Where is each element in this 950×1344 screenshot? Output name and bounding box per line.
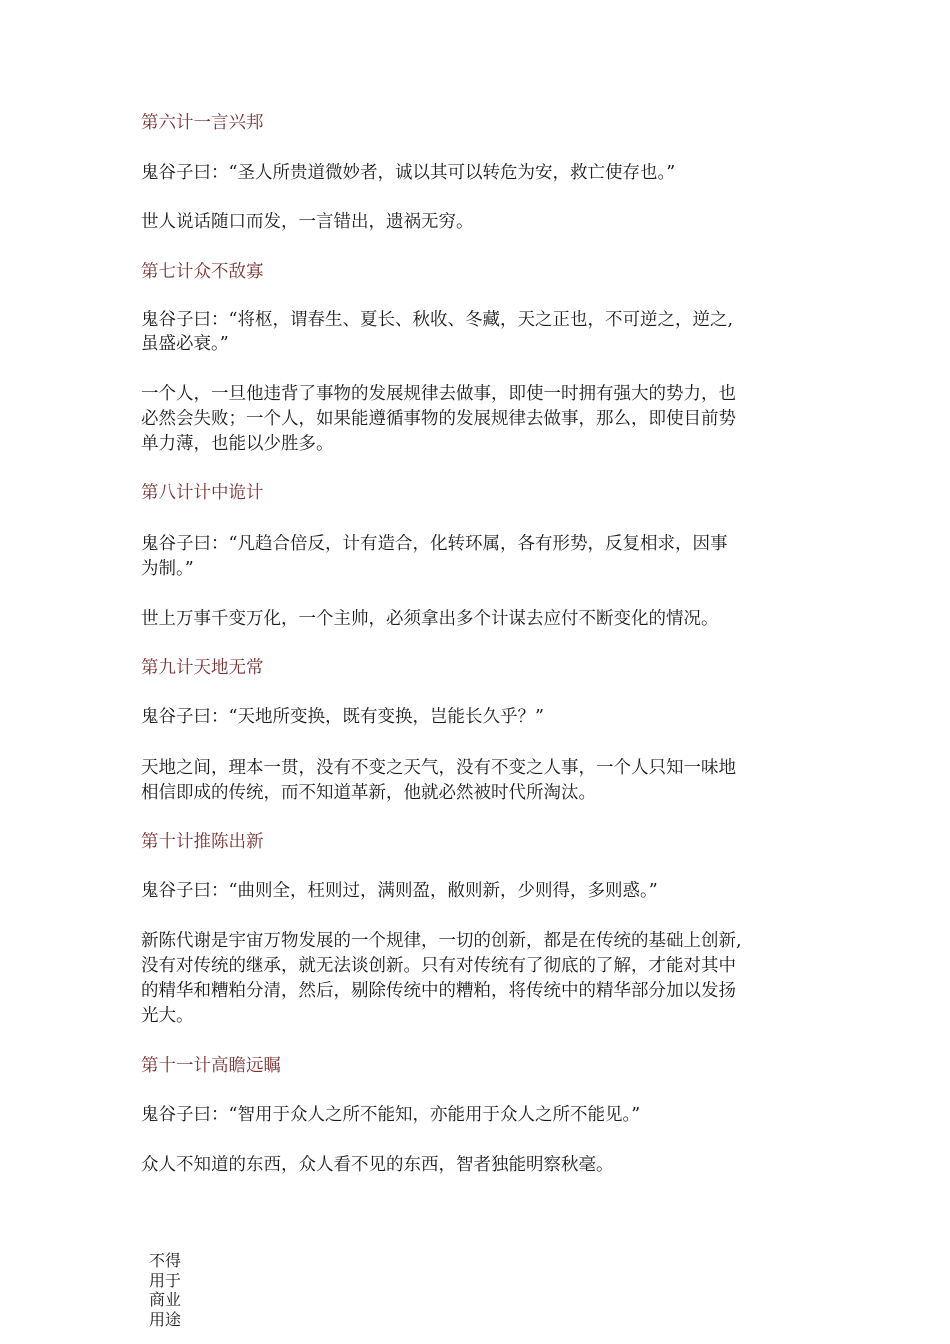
watermark-line: 商业 <box>149 1290 182 1309</box>
section-commentary: 众人不知道的东西，众人看不见的东西，智者独能明察秋毫。 <box>141 1155 614 1175</box>
section-quote: 鬼谷子曰：“天地所变换，既有变换，岂能长久乎？” <box>141 707 544 727</box>
section-heading: 第七计众不敌寡 <box>141 262 264 282</box>
section-commentary: 相信即成的传统，而不知道革新，他就必然被时代所淘汰。 <box>141 783 596 803</box>
section-quote: 鬼谷子曰：“圣人所贵道微妙者，诚以其可以转危为安，救亡使存也。” <box>141 163 676 183</box>
section-quote: 虽盛必衰。” <box>141 334 229 354</box>
footer-watermark <box>149 1251 189 1329</box>
section-commentary: 必然会失败；一个人，如果能遵循事物的发展规律去做事，那么，即使目前势 <box>141 409 736 429</box>
section-heading: 第十一计高瞻远瞩 <box>141 1056 281 1076</box>
section-commentary: 一个人，一旦他违背了事物的发展规律去做事，即使一时拥有强大的势力，也 <box>141 384 736 404</box>
section-quote: 为制。” <box>141 559 194 579</box>
section-quote: 鬼谷子曰：“曲则全，枉则过，满则盈，敝则新，少则得，多则惑。” <box>141 881 658 901</box>
section-heading: 第十计推陈出新 <box>141 832 264 852</box>
section-commentary: 光大。 <box>141 1006 194 1026</box>
section-heading: 第九计天地无常 <box>141 658 264 678</box>
section-commentary: 天地之间，理本一贯，没有不变之天气，没有不变之人事，一个人只知一味地 <box>141 758 736 778</box>
watermark-line: 不得 <box>149 1251 182 1270</box>
section-commentary: 的精华和糟粕分清，然后，剔除传统中的糟粕，将传统中的精华部分加以发扬 <box>141 981 736 1001</box>
section-commentary: 世人说话随口而发，一言错出，遗祸无穷。 <box>141 212 474 232</box>
watermark-line: 用途 <box>149 1309 182 1329</box>
section-commentary: 世上万事千变万化，一个主帅，必须拿出多个计谋去应付不断变化的情况。 <box>141 609 719 629</box>
section-heading: 第八计计中诡计 <box>141 483 264 503</box>
section-commentary: 新陈代谢是宇宙万物发展的一个规律，一切的创新，都是在传统的基础上创新, <box>141 931 742 951</box>
section-commentary: 没有对传统的继承，就无法谈创新。只有对传统有了彻底的了解，才能对其中 <box>141 956 736 976</box>
section-heading: 第六计一言兴邦 <box>141 113 264 133</box>
section-quote: 鬼谷子曰：“凡趋合倍反，计有造合，化转环属，各有形势，反复相求，因事 <box>141 534 728 554</box>
section-quote: 鬼谷子曰：“智用于众人之所不能知，亦能用于众人之所不能见。” <box>141 1105 641 1125</box>
section-quote: 鬼谷子曰：“将枢，谓春生、夏长、秋收、冬藏，天之正也，不可逆之，逆之, <box>141 310 734 330</box>
section-commentary: 单力薄，也能以少胜多。 <box>141 434 334 454</box>
watermark-line: 用于 <box>149 1270 182 1290</box>
